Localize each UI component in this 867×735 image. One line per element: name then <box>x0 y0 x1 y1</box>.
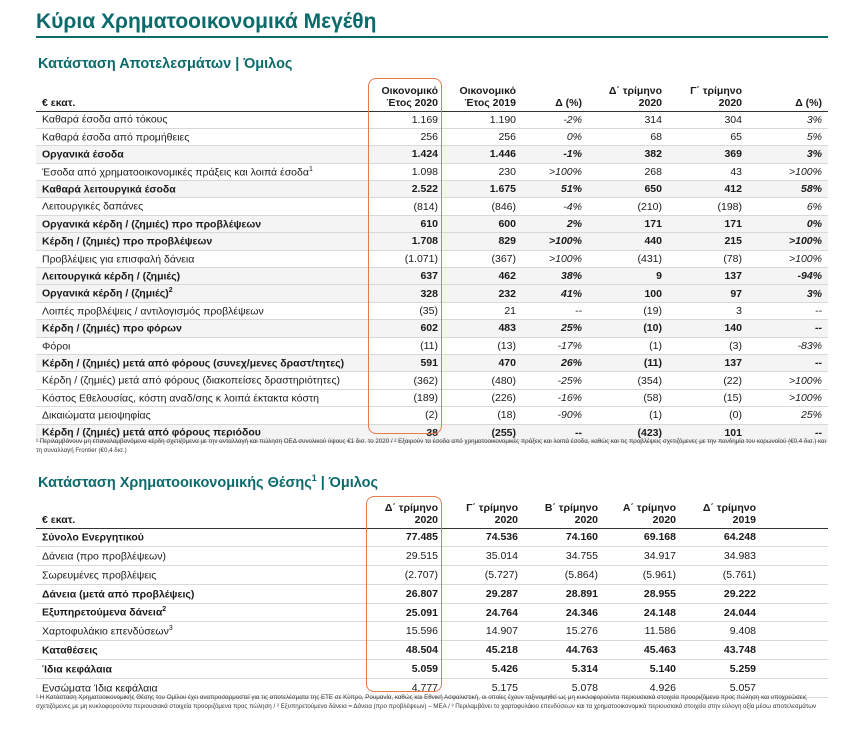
income-delta-quarter-value: >100% <box>748 372 828 389</box>
income-q4-2020-value: 650 <box>588 181 668 198</box>
income-fy2019-value: (13) <box>444 337 522 354</box>
income-fy2020-value: (1.071) <box>368 250 444 267</box>
balance-q3-2020-value: 29.287 <box>444 584 524 603</box>
balance-row-spacer <box>762 622 828 641</box>
balance-q3-2020-value: 5.426 <box>444 660 524 679</box>
income-delta-quarter-value: -- <box>748 354 828 371</box>
income-row <box>36 181 828 198</box>
balance-row-spacer <box>762 641 828 660</box>
income-delta-year-value: -1% <box>522 146 588 163</box>
income-row <box>36 215 828 232</box>
income-fy2020-value: (814) <box>368 198 444 215</box>
income-q4-2020-value: (431) <box>588 250 668 267</box>
income-delta-year-value: -25% <box>522 372 588 389</box>
income-fy2020-value: 591 <box>368 354 444 371</box>
income-fy2019-value: 1.675 <box>444 181 522 198</box>
income-row-label: Οργανικά έσοδα <box>36 146 368 163</box>
balance-row-spacer <box>762 660 828 679</box>
balance-q4-2019-value: 29.222 <box>682 584 762 603</box>
balance-row <box>36 547 828 566</box>
income-row <box>36 250 828 267</box>
income-row <box>36 372 828 389</box>
income-fy2019-value: 462 <box>444 268 522 285</box>
balance-row-label: Ίδια κεφάλαια <box>36 660 368 679</box>
balance-q4-2019-value: 34.983 <box>682 547 762 566</box>
income-delta-quarter-value: 58% <box>748 181 828 198</box>
income-q4-2020-value: (11) <box>588 354 668 371</box>
income-q4-2020-value: (210) <box>588 198 668 215</box>
income-fy2020-value: 602 <box>368 320 444 337</box>
income-q3-2020-value: (15) <box>668 389 748 406</box>
income-delta-quarter-value: -- <box>748 320 828 337</box>
income-delta-year-value: -- <box>522 302 588 319</box>
income-fy2019-value: 232 <box>444 285 522 302</box>
balance-q1-2020-value: 28.955 <box>604 584 682 603</box>
balance-q1-2020-value: 24.148 <box>604 603 682 622</box>
income-fy2019-value: 1.446 <box>444 146 522 163</box>
income-q3-2020-value: (0) <box>668 407 748 424</box>
income-delta-year-value: -- <box>522 424 588 441</box>
income-q4-2020-value: (58) <box>588 389 668 406</box>
balance-row <box>36 566 828 585</box>
income-fy2020-value: (362) <box>368 372 444 389</box>
income-q3-2020-value: 3 <box>668 302 748 319</box>
income-fy2020-value: 637 <box>368 268 444 285</box>
income-header-fy2020: Οικονομικό Έτος 2020 <box>368 76 444 111</box>
balance-row-label: Σωρευμένες προβλέψεις <box>36 566 368 585</box>
income-row <box>36 268 828 285</box>
income-delta-year-value: -90% <box>522 407 588 424</box>
income-delta-year-value: 41% <box>522 285 588 302</box>
income-fy2019-value: 1.190 <box>444 111 522 128</box>
balance-q4-2020-value: 77.485 <box>368 528 444 547</box>
title-divider <box>36 36 828 38</box>
income-q3-2020-value: 215 <box>668 233 748 250</box>
income-row <box>36 233 828 250</box>
income-delta-quarter-value: 0% <box>748 215 828 232</box>
income-fy2019-value: (367) <box>444 250 522 267</box>
income-row <box>36 407 828 424</box>
income-q3-2020-value: 412 <box>668 181 748 198</box>
income-row <box>36 285 828 302</box>
income-fy2019-value: 21 <box>444 302 522 319</box>
balance-q4-2019-value: 5.259 <box>682 660 762 679</box>
income-row <box>36 354 828 371</box>
income-delta-year-value: 26% <box>522 354 588 371</box>
income-footnote: ¹ Περιλαμβάνουν μη επαναλαμβανόμενα κέρδη σχετιζόμενα με την ανταλλαγή και πώληση ΟΕΔ συνολικού ύψους €1 δισ. το 2020 / ² Εξαιρούν τα έσοδα από χρηματοοικονομικές πράξεις και λοιπά έσοδα, καθώς και τις προβλέψεις σχετιζόμενες με την πανδημία του κορωνοϊού (€0,4 δισ.) και τη συναλλαγή Frontier (€0,4 δισ.) <box>36 438 827 454</box>
balance-q3-2020-value: (5.727) <box>444 566 524 585</box>
income-row-label: Κέρδη / (ζημιές) μετά από φόρους (διακοπείσες δραστηριότητες) <box>36 372 368 389</box>
balance-q3-2020-value: 5.175 <box>444 678 524 697</box>
income-fy2020-value: (11) <box>368 337 444 354</box>
balance-q4-2020-value: 25.091 <box>368 603 444 622</box>
income-delta-quarter-value: -83% <box>748 337 828 354</box>
income-delta-quarter-value: 6% <box>748 198 828 215</box>
income-q3-2020-value: 137 <box>668 354 748 371</box>
income-fy2019-value: 829 <box>444 233 522 250</box>
income-delta-quarter-value: 3% <box>748 146 828 163</box>
balance-q4-2019-value: 24.044 <box>682 603 762 622</box>
income-q4-2020-value: 268 <box>588 163 668 180</box>
income-fy2020-value: 1.098 <box>368 163 444 180</box>
income-delta-quarter-value: -- <box>748 302 828 319</box>
income-fy2020-value: (2) <box>368 407 444 424</box>
income-q3-2020-value: 101 <box>668 424 748 441</box>
balance-q2-2020-value: 34.755 <box>524 547 604 566</box>
balance-header-label: € εκατ. <box>36 496 368 528</box>
balance-row <box>36 660 828 679</box>
income-delta-year-value: 38% <box>522 268 588 285</box>
income-q4-2020-value: (10) <box>588 320 668 337</box>
balance-q2-2020-value: 5.314 <box>524 660 604 679</box>
income-q4-2020-value: (19) <box>588 302 668 319</box>
balance-q1-2020-value: 69.168 <box>604 528 682 547</box>
income-header-q3-2020: Γ΄ τρίμηνο 2020 <box>668 76 748 111</box>
income-fy2019-value: (846) <box>444 198 522 215</box>
income-fy2020-value: 2.522 <box>368 181 444 198</box>
balance-q4-2020-value: 26.807 <box>368 584 444 603</box>
income-q3-2020-value: 137 <box>668 268 748 285</box>
balance-row-label: Δάνεια (προ προβλέψεων) <box>36 547 368 566</box>
income-row-label: Δικαιώματα μειοψηφίας <box>36 407 368 424</box>
income-fy2019-value: 256 <box>444 128 522 145</box>
income-header-delta-quarter: Δ (%) <box>748 76 828 111</box>
income-delta-year-value: 0% <box>522 128 588 145</box>
balance-q1-2020-value: 34.917 <box>604 547 682 566</box>
income-delta-year-value: -4% <box>522 198 588 215</box>
income-row-label: Προβλέψεις για επισφαλή δάνεια <box>36 250 368 267</box>
income-q3-2020-value: 171 <box>668 215 748 232</box>
balance-row-label: Σύνολο Ενεργητικού <box>36 528 368 547</box>
income-row-label: Έσοδα από χρηματοοικονομικές πράξεις και λοιπά έσοδα$^1$ <box>36 163 368 180</box>
income-q4-2020-value: (1) <box>588 337 668 354</box>
balance-row-label: Χαρτοφυλάκιο επενδύσεων$^3$ <box>36 622 368 641</box>
balance-q4-2019-value: 5.057 <box>682 678 762 697</box>
balance-q1-2020-value: 45.463 <box>604 641 682 660</box>
income-fy2020-value: 38 <box>368 424 444 441</box>
income-q4-2020-value: 171 <box>588 215 668 232</box>
page-title: Κύρια Χρηματοοικονομικά Μεγέθη <box>36 10 377 33</box>
income-fy2020-value: (35) <box>368 302 444 319</box>
income-row <box>36 128 828 145</box>
income-header-label: € εκατ. <box>36 76 368 111</box>
balance-q2-2020-value: 5.078 <box>524 678 604 697</box>
balance-q1-2020-value: 4.926 <box>604 678 682 697</box>
income-delta-quarter-value: >100% <box>748 389 828 406</box>
income-header-delta-year: Δ (%) <box>522 76 588 111</box>
income-q3-2020-value: 97 <box>668 285 748 302</box>
balance-q2-2020-value: 44.763 <box>524 641 604 660</box>
income-fy2020-value: 256 <box>368 128 444 145</box>
balance-header-q1-2020: Α΄ τρίμηνο 2020 <box>604 496 682 528</box>
income-fy2020-value: 1.708 <box>368 233 444 250</box>
balance-q3-2020-value: 14.907 <box>444 622 524 641</box>
income-q4-2020-value: (423) <box>588 424 668 441</box>
income-fy2019-value: 230 <box>444 163 522 180</box>
balance-row-label: Δάνεια (μετά από προβλέψεις) <box>36 584 368 603</box>
income-q3-2020-value: 140 <box>668 320 748 337</box>
balance-q3-2020-value: 45.218 <box>444 641 524 660</box>
balance-q4-2020-value: 48.504 <box>368 641 444 660</box>
income-fy2019-value: 483 <box>444 320 522 337</box>
balance-row-label: Καταθέσεις <box>36 641 368 660</box>
income-row-label: Κόστος Εθελουσίας, κόστη αναδ/σης κ λοιπά έκτακτα κόστη <box>36 389 368 406</box>
income-fy2019-value: (18) <box>444 407 522 424</box>
balance-q2-2020-value: (5.864) <box>524 566 604 585</box>
income-q4-2020-value: 440 <box>588 233 668 250</box>
income-row-label: Λοιπές προβλέψεις / αντιλογισμός προβλέψεων <box>36 302 368 319</box>
income-q4-2020-value: 9 <box>588 268 668 285</box>
income-row <box>36 302 828 319</box>
income-delta-quarter-value: 25% <box>748 407 828 424</box>
income-header-fy2019: Οικονομικό Έτος 2019 <box>444 76 522 111</box>
income-row-label: Φόροι <box>36 337 368 354</box>
income-row <box>36 389 828 406</box>
income-statement-title: Κατάσταση Αποτελεσμάτων | Όμιλος <box>38 56 293 72</box>
income-delta-year-value: >100% <box>522 233 588 250</box>
income-statement-table <box>36 76 828 442</box>
income-q4-2020-value: 382 <box>588 146 668 163</box>
income-row-label: Οργανικά κέρδη / (ζημιές) προ προβλέψεων <box>36 215 368 232</box>
income-row-label: Καθαρά λειτουργικά έσοδα <box>36 181 368 198</box>
balance-row-spacer <box>762 584 828 603</box>
income-delta-year-value: -16% <box>522 389 588 406</box>
balance-header-spacer <box>762 496 828 528</box>
income-delta-year-value: >100% <box>522 250 588 267</box>
income-row <box>36 337 828 354</box>
income-fy2020-value: 328 <box>368 285 444 302</box>
income-delta-quarter-value: -94% <box>748 268 828 285</box>
income-q4-2020-value: (354) <box>588 372 668 389</box>
balance-header-q4-2019: Δ΄ τρίμηνο 2019 <box>682 496 762 528</box>
income-row <box>36 198 828 215</box>
balance-q1-2020-value: 11.586 <box>604 622 682 641</box>
income-delta-quarter-value: >100% <box>748 233 828 250</box>
income-delta-quarter-value: 5% <box>748 128 828 145</box>
balance-q4-2020-value: 15.596 <box>368 622 444 641</box>
balance-q3-2020-value: 74.536 <box>444 528 524 547</box>
balance-row <box>36 603 828 622</box>
balance-q2-2020-value: 15.276 <box>524 622 604 641</box>
income-row <box>36 146 828 163</box>
income-fy2020-value: (189) <box>368 389 444 406</box>
income-q3-2020-value: (78) <box>668 250 748 267</box>
balance-header-q3-2020: Γ΄ τρίμηνο 2020 <box>444 496 524 528</box>
income-row-label: Οργανικά κέρδη / $(\zeta\eta\mu\iota έ\varsigma)^2$ <box>36 285 368 302</box>
income-fy2019-value: 600 <box>444 215 522 232</box>
income-fy2020-value: 610 <box>368 215 444 232</box>
balance-sheet-title: Κατάσταση Χρηματοοικονομικής Θέσης$^1$ | Όμιλος <box>38 473 379 491</box>
balance-q4-2020-value: 29.515 <box>368 547 444 566</box>
income-row-label: Κέρδη / (ζημιές) προ προβλέψεων <box>36 233 368 250</box>
balance-row-spacer <box>762 547 828 566</box>
balance-q4-2020-value: 4.777 <box>368 678 444 697</box>
income-q3-2020-value: (22) <box>668 372 748 389</box>
income-row-label: Λειτουργικές δαπάνες <box>36 198 368 215</box>
balance-q4-2019-value: (5.761) <box>682 566 762 585</box>
income-row <box>36 320 828 337</box>
balance-q1-2020-value: 5.140 <box>604 660 682 679</box>
balance-row-spacer <box>762 603 828 622</box>
balance-row-spacer <box>762 566 828 585</box>
income-delta-quarter-value: >100% <box>748 163 828 180</box>
balance-q2-2020-value: 74.160 <box>524 528 604 547</box>
income-delta-quarter-value: -- <box>748 424 828 441</box>
income-delta-year-value: >100% <box>522 163 588 180</box>
income-delta-year-value: 51% <box>522 181 588 198</box>
income-row-label: Κέρδη / (ζημιές) προ φόρων <box>36 320 368 337</box>
balance-row-spacer <box>762 528 828 547</box>
income-q4-2020-value: (1) <box>588 407 668 424</box>
income-fy2019-value: (226) <box>444 389 522 406</box>
income-q3-2020-value: 369 <box>668 146 748 163</box>
income-fy2019-value: (480) <box>444 372 522 389</box>
balance-q2-2020-value: 24.346 <box>524 603 604 622</box>
income-header-q4-2020: Δ΄ τρίμηνο 2020 <box>588 76 668 111</box>
income-q4-2020-value: 314 <box>588 111 668 128</box>
income-row <box>36 163 828 180</box>
balance-header-row <box>36 496 828 528</box>
income-q3-2020-value: (3) <box>668 337 748 354</box>
income-row-label: Κέρδη / (ζημιές) μετά από φόρους περιόδου <box>36 424 368 441</box>
income-fy2020-value: 1.424 <box>368 146 444 163</box>
income-fy2019-value: 470 <box>444 354 522 371</box>
income-delta-year-value: -2% <box>522 111 588 128</box>
income-delta-quarter-value: >100% <box>748 250 828 267</box>
income-q3-2020-value: 304 <box>668 111 748 128</box>
balance-sheet-table <box>36 496 828 698</box>
income-header-row <box>36 76 828 111</box>
balance-q3-2020-value: 24.764 <box>444 603 524 622</box>
balance-row-label: Ενσώματα Ίδια κεφάλαια <box>36 678 368 697</box>
balance-q1-2020-value: (5.961) <box>604 566 682 585</box>
income-row-label: Κέρδη / (ζημιές) μετά από φόρους (συνεχ/μενες δραστ/τητες) <box>36 354 368 371</box>
balance-q4-2019-value: 9.408 <box>682 622 762 641</box>
balance-q4-2019-value: 64.248 <box>682 528 762 547</box>
balance-footnote: ¹ Η Κατάσταση Χρηματοοικονομικής Θέσης του Ομίλου έχει αναπροσαρμοστεί για τις αποτελέσματα της ΕΤΕ σε Κύπρο, Ρουμανία, καθώς και Εθνική Ασφαλιστική, οι οποίες έχουν ταξινομηθεί ως μη κυκλοφορούντα περιουσιακά στοιχεία προοριζόμενα προς πώληση και υποχρεώσεις σχετιζόμενες με μη κυκλοφορούντα περιουσιακά στοιχεία προοριζόμενα προς πώληση / ² Εξυπηρετούμενα δάνεια = Δάνεια (προ προβλέψεων) – ΜΕΑ / ³ Περιλαμβάνει το χαρτοφυλάκιο επενδύσεων και τα χρηματοοικονομικά περιουσιακά στοιχεία στην εύλογη αξία μέσω αποτελεσμάτων <box>36 694 817 710</box>
income-row-label: Καθαρά έσοδα από προμήθειες <box>36 128 368 145</box>
balance-q4-2020-value: (2.707) <box>368 566 444 585</box>
balance-q2-2020-value: 28.891 <box>524 584 604 603</box>
income-row-label: Καθαρά έσοδα από τόκους <box>36 111 368 128</box>
income-q3-2020-value: 65 <box>668 128 748 145</box>
income-fy2020-value: 1.169 <box>368 111 444 128</box>
income-delta-year-value: 2% <box>522 215 588 232</box>
balance-q3-2020-value: 35.014 <box>444 547 524 566</box>
income-q4-2020-value: 68 <box>588 128 668 145</box>
income-fy2019-value: (255) <box>444 424 522 441</box>
balance-row <box>36 622 828 641</box>
income-q3-2020-value: 43 <box>668 163 748 180</box>
balance-row-label: Εξυπηρετούμενα δάνεια$^2$ <box>36 603 368 622</box>
income-row-label: Λειτουργικά κέρδη / (ζημιές) <box>36 268 368 285</box>
income-q4-2020-value: 100 <box>588 285 668 302</box>
income-delta-year-value: -17% <box>522 337 588 354</box>
income-row <box>36 111 828 128</box>
balance-row <box>36 641 828 660</box>
balance-q4-2019-value: 43.748 <box>682 641 762 660</box>
income-q3-2020-value: (198) <box>668 198 748 215</box>
balance-row <box>36 584 828 603</box>
income-delta-year-value: 25% <box>522 320 588 337</box>
balance-header-q2-2020: Β΄ τρίμηνο 2020 <box>524 496 604 528</box>
income-delta-quarter-value: 3% <box>748 111 828 128</box>
balance-header-q4-2020: Δ΄ τρίμηνο 2020 <box>368 496 444 528</box>
income-delta-quarter-value: 3% <box>748 285 828 302</box>
balance-q4-2020-value: 5.059 <box>368 660 444 679</box>
balance-row <box>36 528 828 547</box>
